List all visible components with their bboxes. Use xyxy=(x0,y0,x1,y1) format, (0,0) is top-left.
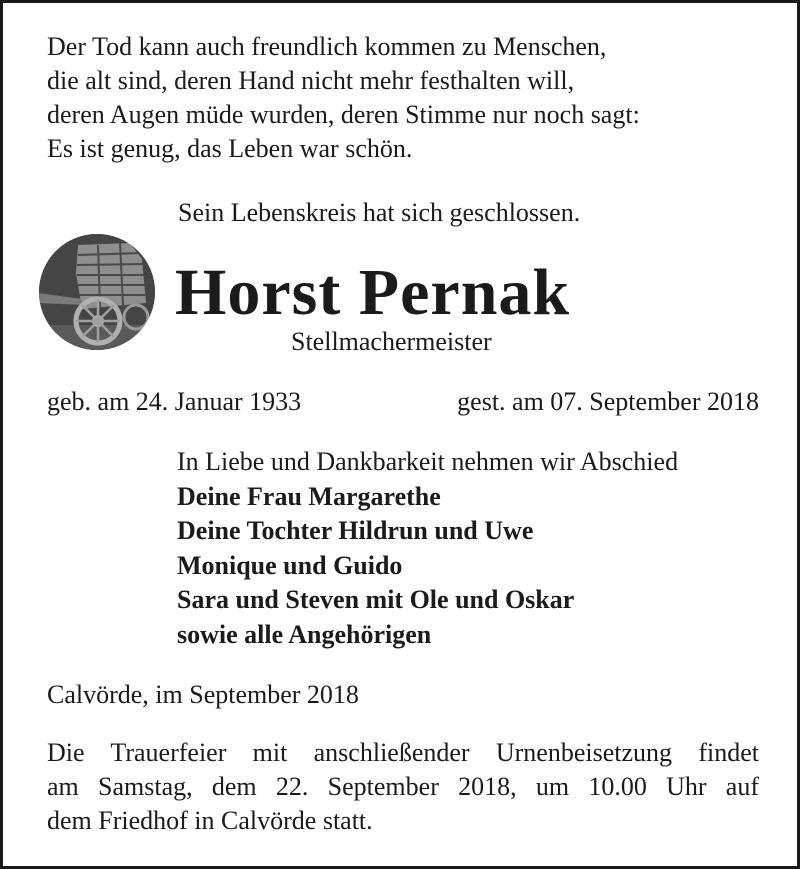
wheelwright-cart-emblem-icon xyxy=(38,233,156,351)
mourner-name: Deine Frau Margarethe xyxy=(177,481,441,511)
poem-line: Es ist genug, das Leben war schön. xyxy=(47,134,413,163)
birth-date: geb. am 24. Januar 1933 xyxy=(47,387,302,416)
poem-line: Der Tod kann auch freundlich kommen zu Menschen, xyxy=(47,32,607,61)
service-line: am Samstag, dem 22. September 2018, um 10.00 Uhr auf xyxy=(47,772,759,801)
service-line: Die Trauerfeier mit anschließender Urnenbeisetzung findet xyxy=(47,738,759,767)
death-date: gest. am 07. September 2018 xyxy=(457,387,759,416)
memorial-poem xyxy=(47,30,640,166)
poem-line: deren Augen müde wurden, deren Stimme nur noch sagt: xyxy=(47,100,640,129)
mourners-intro: In Liebe und Dankbarkeit nehmen wir Abschied xyxy=(177,447,679,476)
place-and-date: Calvörde, im September 2018 xyxy=(47,680,359,709)
mourner-name: sowie alle Angehörigen xyxy=(177,619,432,649)
tagline: Sein Lebenskreis hat sich geschlossen. xyxy=(178,198,581,227)
mourner-name: Deine Tochter Hildrun und Uwe xyxy=(177,516,534,545)
funeral-service-notice xyxy=(47,736,759,838)
poem-line: die alt sind, deren Hand nicht mehr festhalten will, xyxy=(47,66,575,95)
deceased-profession: Stellmachermeister xyxy=(291,327,492,356)
deceased-name: Horst Pernak xyxy=(175,256,571,329)
mourner-name: Monique und Guido xyxy=(177,550,403,580)
mourner-name: Sara und Steven mit Ole und Oskar xyxy=(177,585,575,614)
mourners-list xyxy=(177,445,678,652)
service-line: dem Friedhof in Calvörde statt. xyxy=(47,806,373,835)
